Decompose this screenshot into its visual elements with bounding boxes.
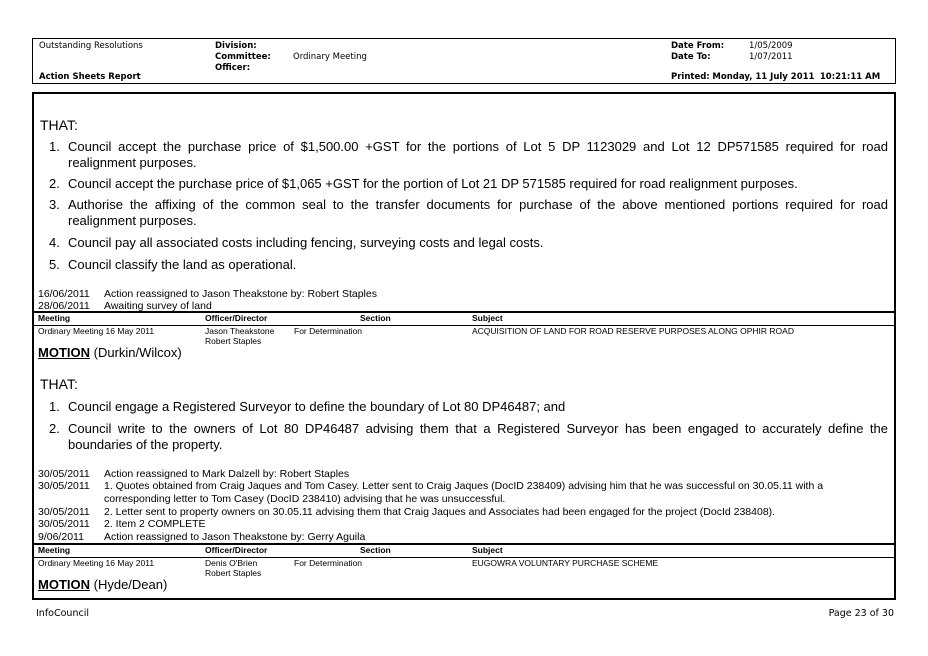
that-heading: THAT: (40, 376, 78, 392)
item-number: 1. (49, 139, 60, 154)
action-text: 1. Quotes obtained from Craig Jaques and Tom Casey. Letter sent to Craig Jaques (DocID 238409) advising him that he was successful on 30.05.11 with a corresponding letter to Tom Casey (DocID 238410) advising that he was unsuccessful. (104, 480, 824, 505)
action-entry (38, 480, 888, 505)
action-date: 30/05/2011 (38, 480, 90, 492)
report-type: Action Sheets Report (39, 72, 141, 82)
action-date: 30/05/2011 (38, 468, 90, 480)
printed-time: 10:21:11 AM (819, 72, 881, 82)
action-entry (38, 506, 888, 519)
item-text: Council write to the owners of Lot 80 DP46487 advising them that a Registered Surveyor has been engaged to accurately define the boundaries of the property. (68, 421, 888, 452)
item-text: Council classify the land as operational. (68, 257, 297, 272)
action-date: 16/06/2011 (38, 288, 90, 300)
item-number: 2. (49, 421, 60, 436)
action-entry (38, 468, 888, 481)
resolution-item (49, 399, 888, 415)
printed-line (671, 72, 880, 82)
action-entry (38, 531, 888, 544)
action-text: Action reassigned to Jason Theakstone by: Gerry Aguila (104, 531, 366, 543)
date-to-label: Date To: (671, 52, 711, 62)
action-text: 2. Letter sent to property owners on 30.05.11 advising them that Craig Jaques and Associates had been engaged for the project (DocId 238408). (104, 506, 776, 518)
motion-line (38, 577, 167, 592)
col-officer: Officer/Director (205, 545, 268, 555)
table-header (34, 543, 894, 558)
printed-value: Monday, 11 July 2011 (712, 72, 815, 82)
row-subject: EUGOWRA VOLUNTARY PURCHASE SCHEME (472, 558, 659, 568)
action-text: Action reassigned to Jason Theakstone by: Robert Staples (104, 288, 377, 300)
motion-label: MOTION (38, 345, 90, 360)
col-subject: Subject (472, 545, 503, 555)
motion-movers: (Hyde/Dean) (93, 577, 168, 592)
action-date: 9/06/2011 (38, 531, 84, 543)
date-from-value: 1/05/2009 (749, 41, 793, 51)
item-number: 3. (49, 197, 60, 212)
report-header (32, 38, 896, 84)
report-name: Outstanding Resolutions (39, 41, 143, 51)
row-director: Robert Staples (205, 336, 262, 346)
printed-label: Printed: (671, 72, 710, 82)
table-header (34, 311, 894, 326)
col-section: Section (360, 545, 391, 555)
action-entry (38, 518, 888, 531)
row-section: For Determination (294, 326, 363, 336)
action-date: 30/05/2011 (38, 518, 90, 530)
item-text: Council accept the purchase price of $1,500.00 +GST for the portions of Lot 5 DP 1123029 and Lot 12 DP571585 required for road realignment purposes. (68, 139, 888, 170)
item-text: Council pay all associated costs including fencing, surveying costs and legal costs. (68, 235, 544, 250)
row-meeting: Ordinary Meeting 16 May 2011 (38, 326, 155, 336)
action-entry (38, 288, 888, 301)
action-date: 28/06/2011 (38, 300, 90, 312)
resolution-item (49, 257, 888, 273)
report-body (32, 92, 896, 600)
row-officer: Denis O'Brien (205, 558, 258, 568)
footer-brand: InfoCouncil (36, 608, 89, 619)
action-text: Action reassigned to Mark Dalzell by: Robert Staples (104, 468, 350, 480)
page-number: Page 23 of 30 (828, 608, 894, 619)
row-meeting: Ordinary Meeting 16 May 2011 (38, 558, 155, 568)
col-meeting: Meeting (38, 313, 71, 323)
col-section: Section (360, 313, 391, 323)
action-text: Awaiting survey of land (104, 300, 212, 312)
resolution-item (49, 197, 888, 228)
resolution-item (49, 139, 888, 170)
row-officer: Jason Theakstone (205, 326, 275, 336)
item-number: 1. (49, 399, 60, 414)
action-text: 2. Item 2 COMPLETE (104, 518, 206, 530)
division-label: Division: (215, 41, 257, 51)
committee-value: Ordinary Meeting (293, 52, 367, 62)
resolution-item (49, 176, 888, 192)
col-officer: Officer/Director (205, 313, 268, 323)
motion-movers: (Durkin/Wilcox) (93, 345, 182, 360)
resolution-item (49, 235, 888, 251)
resolution-item (49, 421, 888, 452)
item-number: 4. (49, 235, 60, 250)
committee-label: Committee: (215, 52, 271, 62)
date-to-value: 1/07/2011 (749, 52, 793, 62)
row-director: Robert Staples (205, 568, 262, 578)
date-from-label: Date From: (671, 41, 725, 51)
col-subject: Subject (472, 313, 503, 323)
item-text: Authorise the affixing of the common seal to the transfer documents for purchase of the above mentioned portions required for road realignment purposes. (68, 197, 888, 228)
row-section: For Determination (294, 558, 363, 568)
motion-line (38, 345, 182, 360)
row-subject: ACQUISITION OF LAND FOR ROAD RESERVE PURPOSES ALONG OPHIR ROAD (472, 326, 794, 336)
action-date: 30/05/2011 (38, 506, 90, 518)
motion-label: MOTION (38, 577, 90, 592)
item-number: 2. (49, 176, 60, 191)
col-meeting: Meeting (38, 545, 71, 555)
officer-label: Officer: (215, 63, 251, 73)
item-text: Council accept the purchase price of $1,065 +GST for the portion of Lot 21 DP 571585 required for road realignment purposes. (68, 176, 798, 191)
that-heading: THAT: (40, 117, 78, 133)
item-text: Council engage a Registered Surveyor to define the boundary of Lot 80 DP46487; and (68, 399, 566, 414)
item-number: 5. (49, 257, 60, 272)
